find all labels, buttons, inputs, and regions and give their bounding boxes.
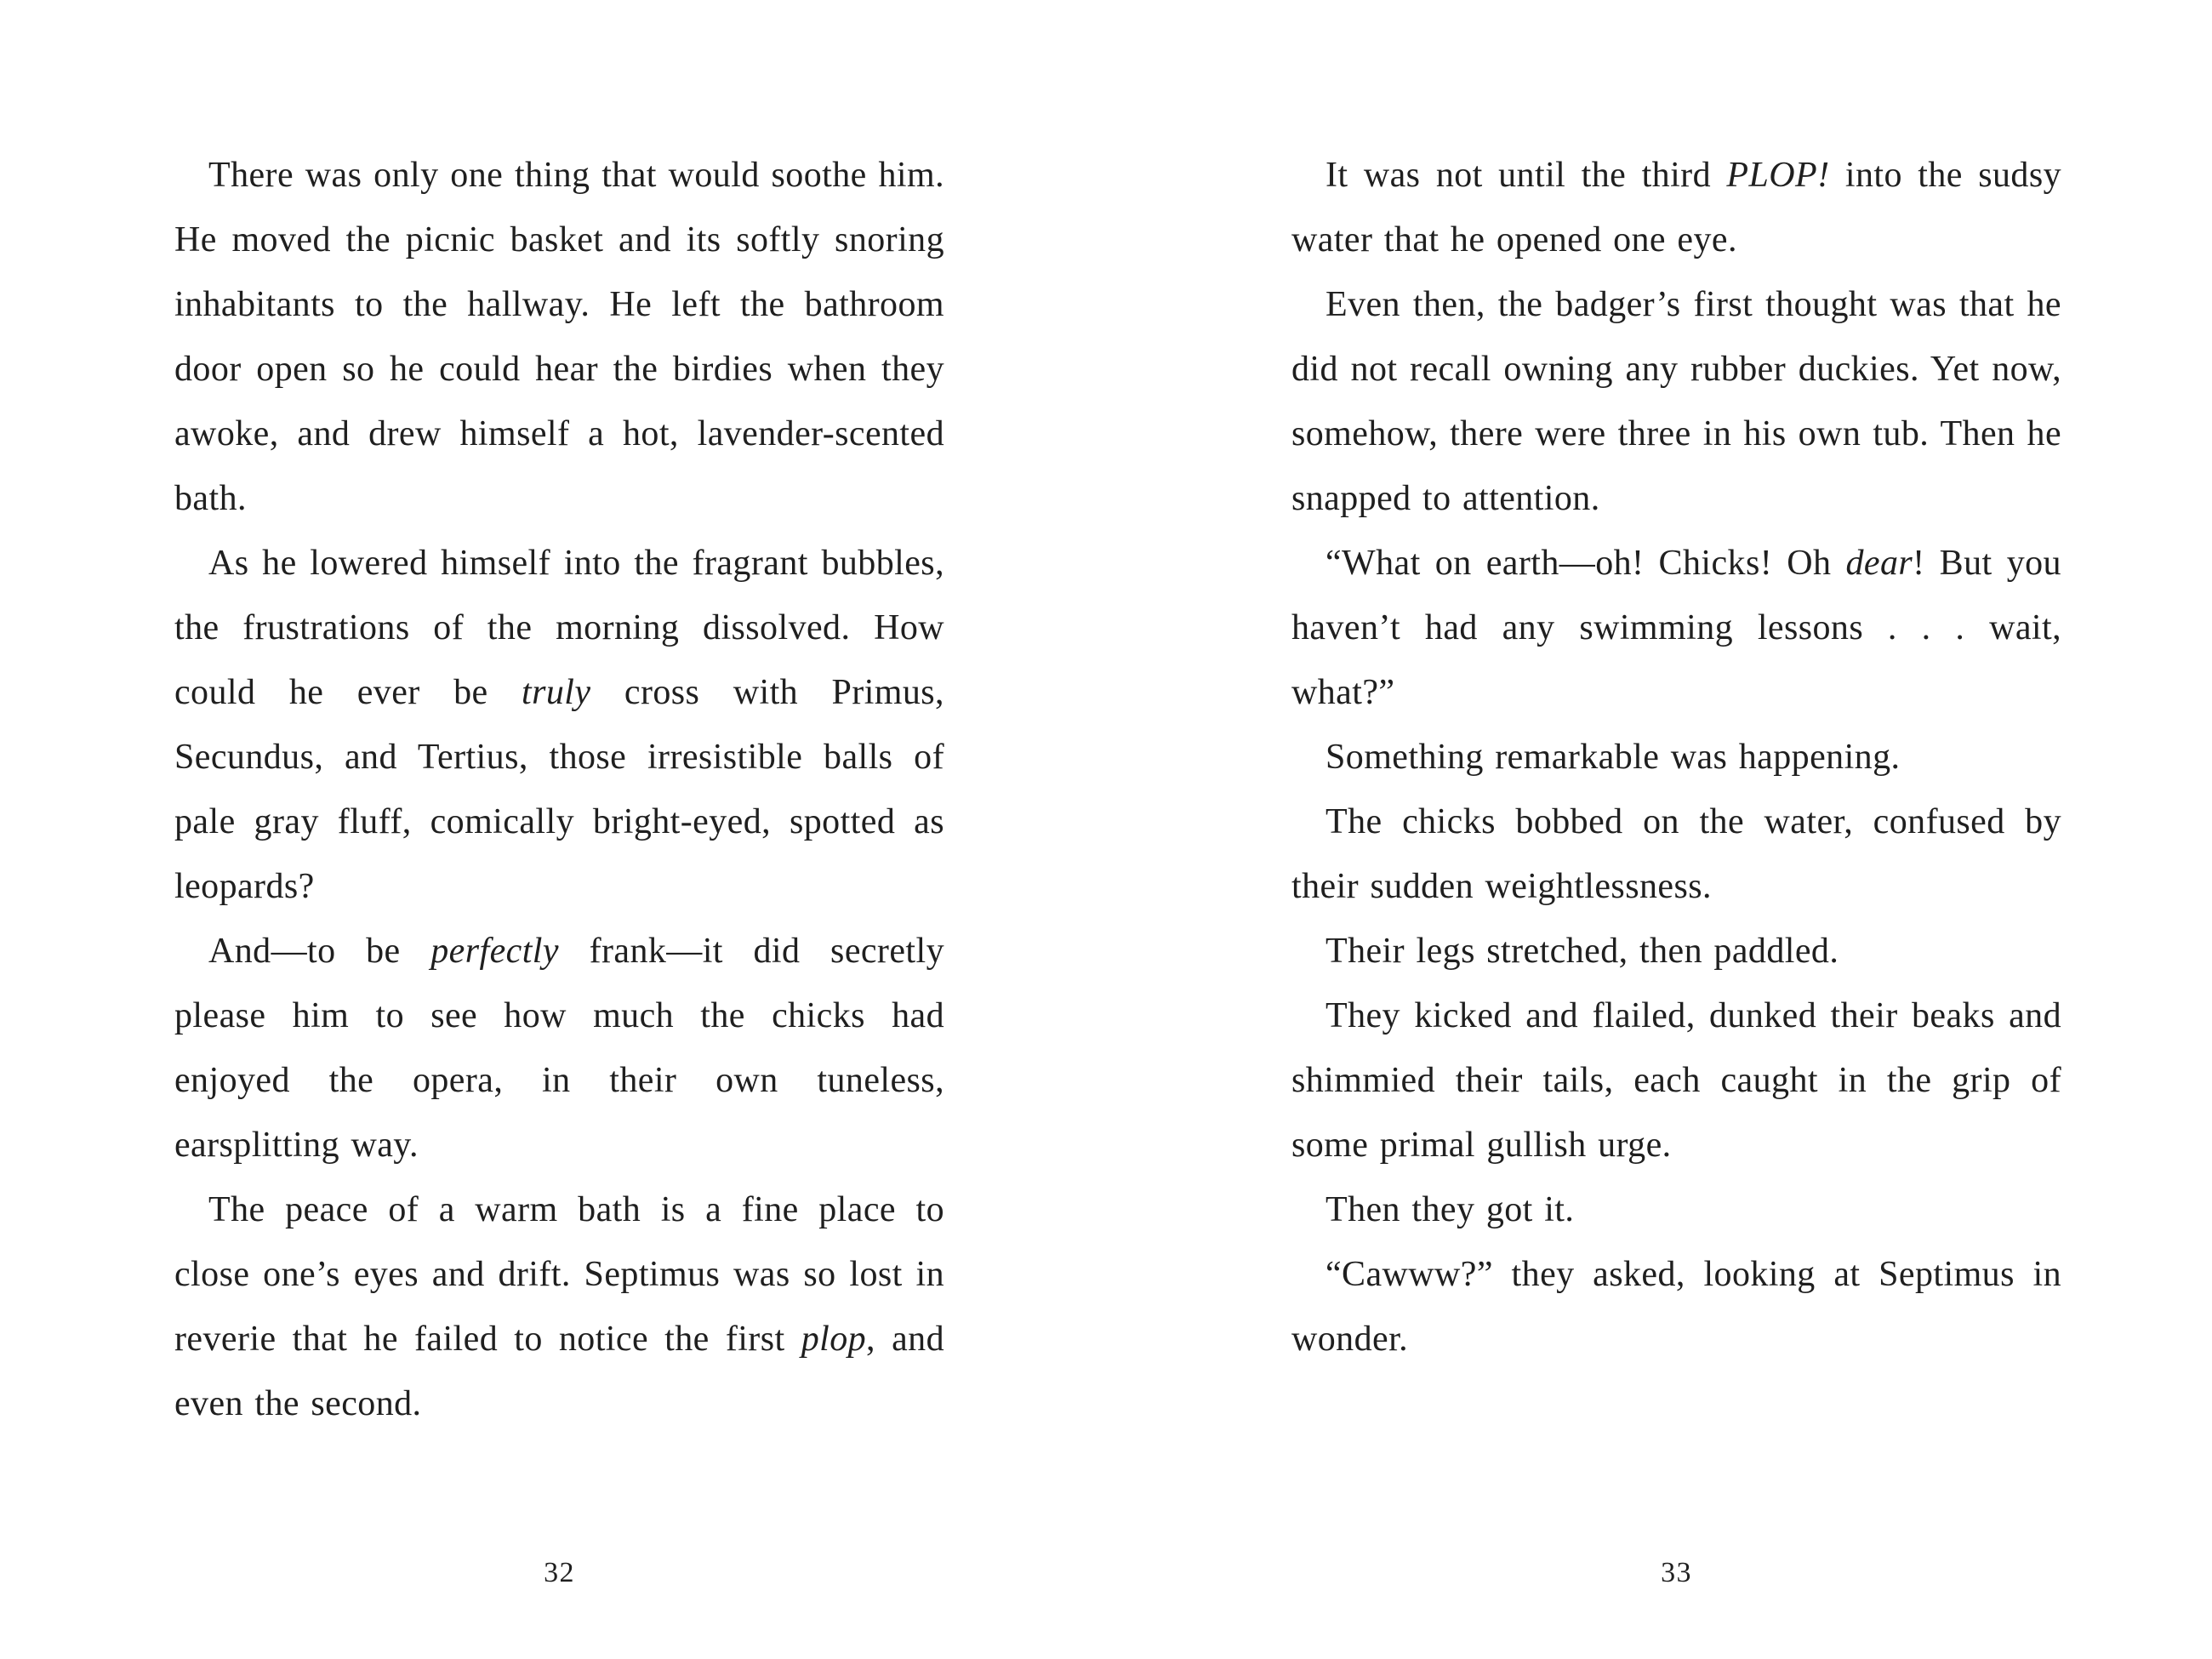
text-run: Something remarkable was happening. xyxy=(1325,738,1901,777)
paragraph xyxy=(174,143,944,531)
text-run: “Cawww?” they asked, looking at Septimus in wonder. xyxy=(1291,1255,2061,1359)
text-run: They kicked and flailed, dunked their beaks and shimmied their tails, each caught in the grip of some primal gullish urge. xyxy=(1291,996,2061,1165)
text-run: Then they got it. xyxy=(1325,1190,1575,1229)
text-run: As he lowered himself into the fragrant bubbles, the frustrations of the morning dissolved. How could he ever be xyxy=(174,544,944,712)
text-run: “What on earth—oh! Chicks! Oh xyxy=(1325,544,1846,583)
paragraph xyxy=(174,531,944,919)
text-run: There was only one thing that would soothe him. He moved the picnic basket and its softly snoring inhabitants to the hallway. He left the bathroom door open so he could hear the birdies when they awoke, and drew himself a hot, lavender-scented bath. xyxy=(174,156,944,518)
italic-text-run: dear xyxy=(1845,544,1913,583)
paragraph xyxy=(174,919,944,1177)
paragraph xyxy=(1291,790,2061,919)
text-run: The chicks bobbed on the water, confused by their sudden weightlessness. xyxy=(1291,802,2061,906)
text-run: , and even the second. xyxy=(174,1320,944,1423)
page-right xyxy=(1106,0,2212,1659)
text-run: cross with Primus, Secundus, and Tertius, those irresistible balls of pale gray fluff, comically bright-eyed, spotted as leopards? xyxy=(174,673,944,906)
italic-text-run: plop xyxy=(801,1320,867,1359)
paragraph xyxy=(1291,983,2061,1177)
paragraph xyxy=(1291,143,2061,272)
text-run: frank—it did secretly please him to see how much the chicks had enjoyed the opera, in their own tuneless, earsplitting way. xyxy=(174,932,945,1165)
italic-text-run: perfectly xyxy=(430,932,559,971)
text-run: And—to be xyxy=(208,932,431,971)
paragraph xyxy=(1291,919,2061,983)
text-run: Even then, the badger’s first thought was that he did not recall owning any rubber duckies. Yet now, somehow, there were three in his own tub. Then he snapped to attention. xyxy=(1291,285,2061,518)
paragraph xyxy=(1291,725,2061,790)
text-run: It was not until the third xyxy=(1325,156,1727,195)
text-run: Their legs stretched, then paddled. xyxy=(1325,932,1839,971)
paragraph xyxy=(1291,531,2061,725)
paragraph xyxy=(1291,1177,2061,1242)
italic-text-run: truly xyxy=(522,673,591,712)
page-left-text-column xyxy=(174,143,944,1436)
page-number-right: 33 xyxy=(1661,1557,1692,1588)
text-run: ! But you haven’t had any swimming lessons . . . wait, what?” xyxy=(1291,544,2061,712)
paragraph xyxy=(1291,1242,2061,1371)
page-number-left: 32 xyxy=(544,1557,575,1588)
page-right-text-column xyxy=(1291,143,2061,1371)
paragraph xyxy=(174,1177,944,1436)
text-run: into the sudsy water that he opened one eye. xyxy=(1291,156,2061,259)
paragraph xyxy=(1291,272,2061,531)
text-run: The peace of a warm bath is a fine place to close one’s eyes and drift. Septimus was so lost in reverie that he failed to notice the first xyxy=(174,1190,944,1359)
italic-text-run: PLOP! xyxy=(1726,156,1830,195)
